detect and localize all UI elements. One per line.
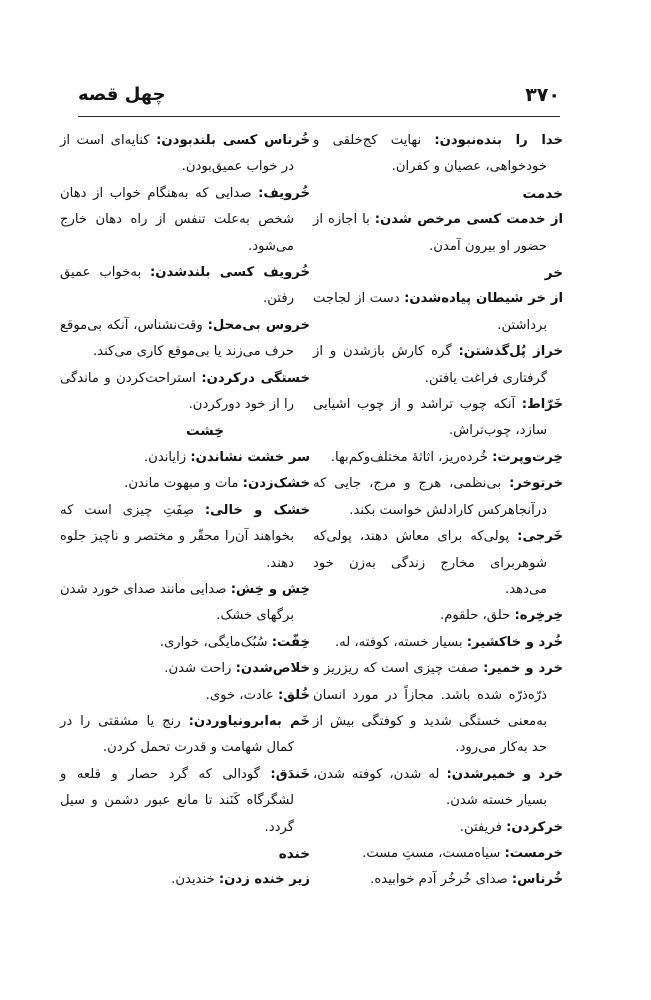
entry-definition: سُبُک‌مایگی، خواری.	[159, 634, 272, 650]
entry-definition: مات و مبهوت ماندن.	[124, 476, 243, 492]
entry-definition: استراحت‌کردن و ماندگی را از خود دورکردن.	[60, 370, 294, 413]
section-heading: خر	[544, 265, 563, 282]
entry-definition: صِفَتِ چیزی است که بخواهند آن‌را محقّر و مختصر و ناچیز جلوه دهند.	[60, 502, 294, 571]
entry-term: خدا را بنده‌نبودن:	[434, 133, 563, 148]
entry-definition: خندیدن.	[171, 872, 219, 888]
entry-term: خرد و خمیرشدن:	[446, 766, 563, 782]
entry-definition: رنج یا مشقتی را در کمال شهامت و قدرت تحمل کردن.	[60, 713, 294, 756]
entry-definition: صدای خُرخُر آدم خوابیده.	[370, 872, 512, 888]
entry-definition: صدایی که به‌هنگام خواب از دهان شخص به‌علت تنفس از راه دهان خارج می‌شود.	[60, 185, 294, 254]
dictionary-entry	[60, 471, 310, 497]
dictionary-entry	[313, 445, 563, 471]
dictionary-entry	[313, 207, 563, 260]
section-heading: خدمت	[522, 185, 563, 202]
dictionary-entry	[60, 577, 310, 630]
dictionary-entry	[313, 867, 563, 893]
dictionary-entry	[313, 392, 563, 445]
entry-term: از خر شیطان پیاده‌شدن:	[404, 291, 563, 307]
entry-term: خِفّت:	[271, 634, 310, 650]
entry-definition: راحت شدن.	[164, 661, 236, 677]
section-heading: خنده	[278, 845, 310, 862]
entry-definition: صدایی مانند صدای خورد شدن برگهای خشک.	[60, 581, 294, 624]
entry-term: خروس بی‌محل:	[207, 317, 310, 333]
entry-term: از خدمت کسی مرخص شدن:	[374, 212, 563, 228]
dictionary-entry	[60, 656, 310, 682]
dictionary-entry	[313, 339, 563, 392]
dictionary-entry	[60, 128, 310, 181]
entry-definition: عادت، خوی.	[205, 687, 278, 703]
entry-term: خِش و خِش:	[230, 581, 311, 597]
entry-definition: فریفتن.	[459, 819, 507, 835]
entry-term: خشک و خالی:	[204, 502, 310, 518]
entry-definition: زایاندن.	[143, 449, 191, 465]
entry-definition: گره کارش بازشدن و از گرفتاری فراغت یافتن.	[313, 344, 547, 386]
entry-term: خرتوخر:	[509, 476, 563, 492]
entry-definition: له شدن، کوفته شدن، بسیار خسته شدن.	[313, 766, 547, 809]
dictionary-entry	[313, 128, 563, 181]
dictionary-entry	[313, 841, 563, 867]
entry-term: خُرویف:	[258, 185, 310, 201]
dictionary-entry	[313, 656, 563, 762]
entry-term: خِرت‌وپرت:	[492, 449, 563, 465]
page-header	[78, 82, 560, 117]
right-column	[313, 128, 563, 894]
entry-term: خلاص‌شدن:	[235, 661, 310, 677]
entry-definition: بی‌نظمی، هرج و مرج، جایی که درآنجاهرکس کارادلش خواست بکند.	[313, 476, 547, 518]
dictionary-entry	[60, 867, 310, 893]
entry-definition: خُرده‌ریز، اثاثهٔ مختلف‌وکم‌بها.	[330, 449, 493, 465]
entry-definition: آنکه چوب تراشد و از چوب اشیایی سازد، چوب‌تراش.	[313, 397, 547, 439]
entry-definition: نهایت کج‌خلقی و خودخواهی، عصیان و کفران.	[313, 133, 547, 175]
entry-term: خر‌از پُل‌گذشتن:	[458, 344, 563, 360]
dictionary-entry	[60, 709, 310, 762]
dictionary-entry	[60, 762, 310, 841]
page-number: ۳۷۰	[525, 84, 560, 106]
entry-term: خشک‌زدن:	[242, 476, 310, 492]
entry-term: خُرد و خاکشیر:	[466, 634, 563, 650]
entry-definition: سیاه‌مست، مستِ مست.	[362, 845, 505, 861]
dictionary-entry	[60, 181, 310, 260]
dictionary-entry	[313, 603, 563, 629]
entry-definition: بسیار خسته، کوفته، له.	[334, 634, 467, 650]
entry-term: خرکردن:	[506, 819, 563, 835]
entry-term: خَرّاط:	[521, 397, 563, 413]
entry-term: خَم به‌ابرونیاوردن:	[188, 713, 310, 729]
dictionary-entry	[60, 683, 310, 709]
dictionary-entry	[60, 445, 310, 471]
entry-term: خستگی درکردن:	[201, 370, 310, 386]
entry-definition: پولی‌که برای معاش دهند، پولی‌که شوهربرای مخارج زندگی به‌زن خود می‌دهد.	[313, 529, 547, 597]
entry-term: خَرجی:	[517, 529, 563, 545]
dictionary-entry	[60, 313, 310, 366]
dictionary-entry	[313, 471, 563, 524]
dictionary-entry	[313, 815, 563, 841]
dictionary-entry	[313, 524, 563, 603]
entry-term: خِرخِره:	[514, 608, 563, 624]
left-column	[60, 128, 310, 894]
entry-definition: وقت‌نشناس، آنکه بی‌موقع حرف می‌زند یا بی‌موقع کاری می‌کند.	[60, 317, 294, 360]
entry-term: خُرناس کسی بلندبودن:	[156, 133, 310, 148]
entry-definition: حلق، حلقوم.	[440, 608, 515, 624]
entry-term: زیر خنده زدن:	[218, 872, 310, 888]
entry-term: سر خشت نشاندن:	[190, 449, 310, 465]
entry-definition: به‌خواب عمیق رفتن.	[60, 265, 294, 307]
entry-term: خُرویف کسی بلندشدن:	[150, 265, 310, 281]
dictionary-entry	[60, 630, 310, 656]
entry-term: خرمست:	[504, 845, 563, 861]
dictionary-entry	[60, 366, 310, 419]
entry-definition: با اجازه از حضور او بیرون آمدن.	[313, 212, 547, 254]
dictionary-entry	[60, 498, 310, 577]
entry-term: خرد و خمیر:	[483, 661, 563, 677]
entry-term: خَندَق:	[270, 766, 310, 782]
entry-definition: دست از لجاجت برداشتن.	[313, 291, 547, 333]
dictionary-entry	[60, 260, 310, 313]
dictionary-entry	[313, 762, 563, 815]
entry-term: خُرناس:	[511, 872, 563, 888]
dictionary-entry	[313, 286, 563, 339]
entry-definition: کنایه‌ای است از در خواب عمیق‌بودن.	[60, 133, 294, 175]
entry-term: خُلق:	[277, 687, 310, 703]
entry-definition: گودالی که گرد حصار و قلعه و لشگرگاه کَنَند تا مانع عبور دشمن و سیل گردد.	[60, 766, 294, 835]
running-title: چهل قصه	[78, 84, 166, 105]
section-heading: خِشت	[185, 423, 225, 440]
dictionary-entry	[313, 630, 563, 656]
entry-definition: صفت چیزی است که ریزریز و ذرّه‌ذرّه شده باشد. مجازاً در مورد انسان به‌معنی خستگی شدید و کوفتگی بیش از حد به‌کار می‌رود.	[313, 661, 547, 756]
